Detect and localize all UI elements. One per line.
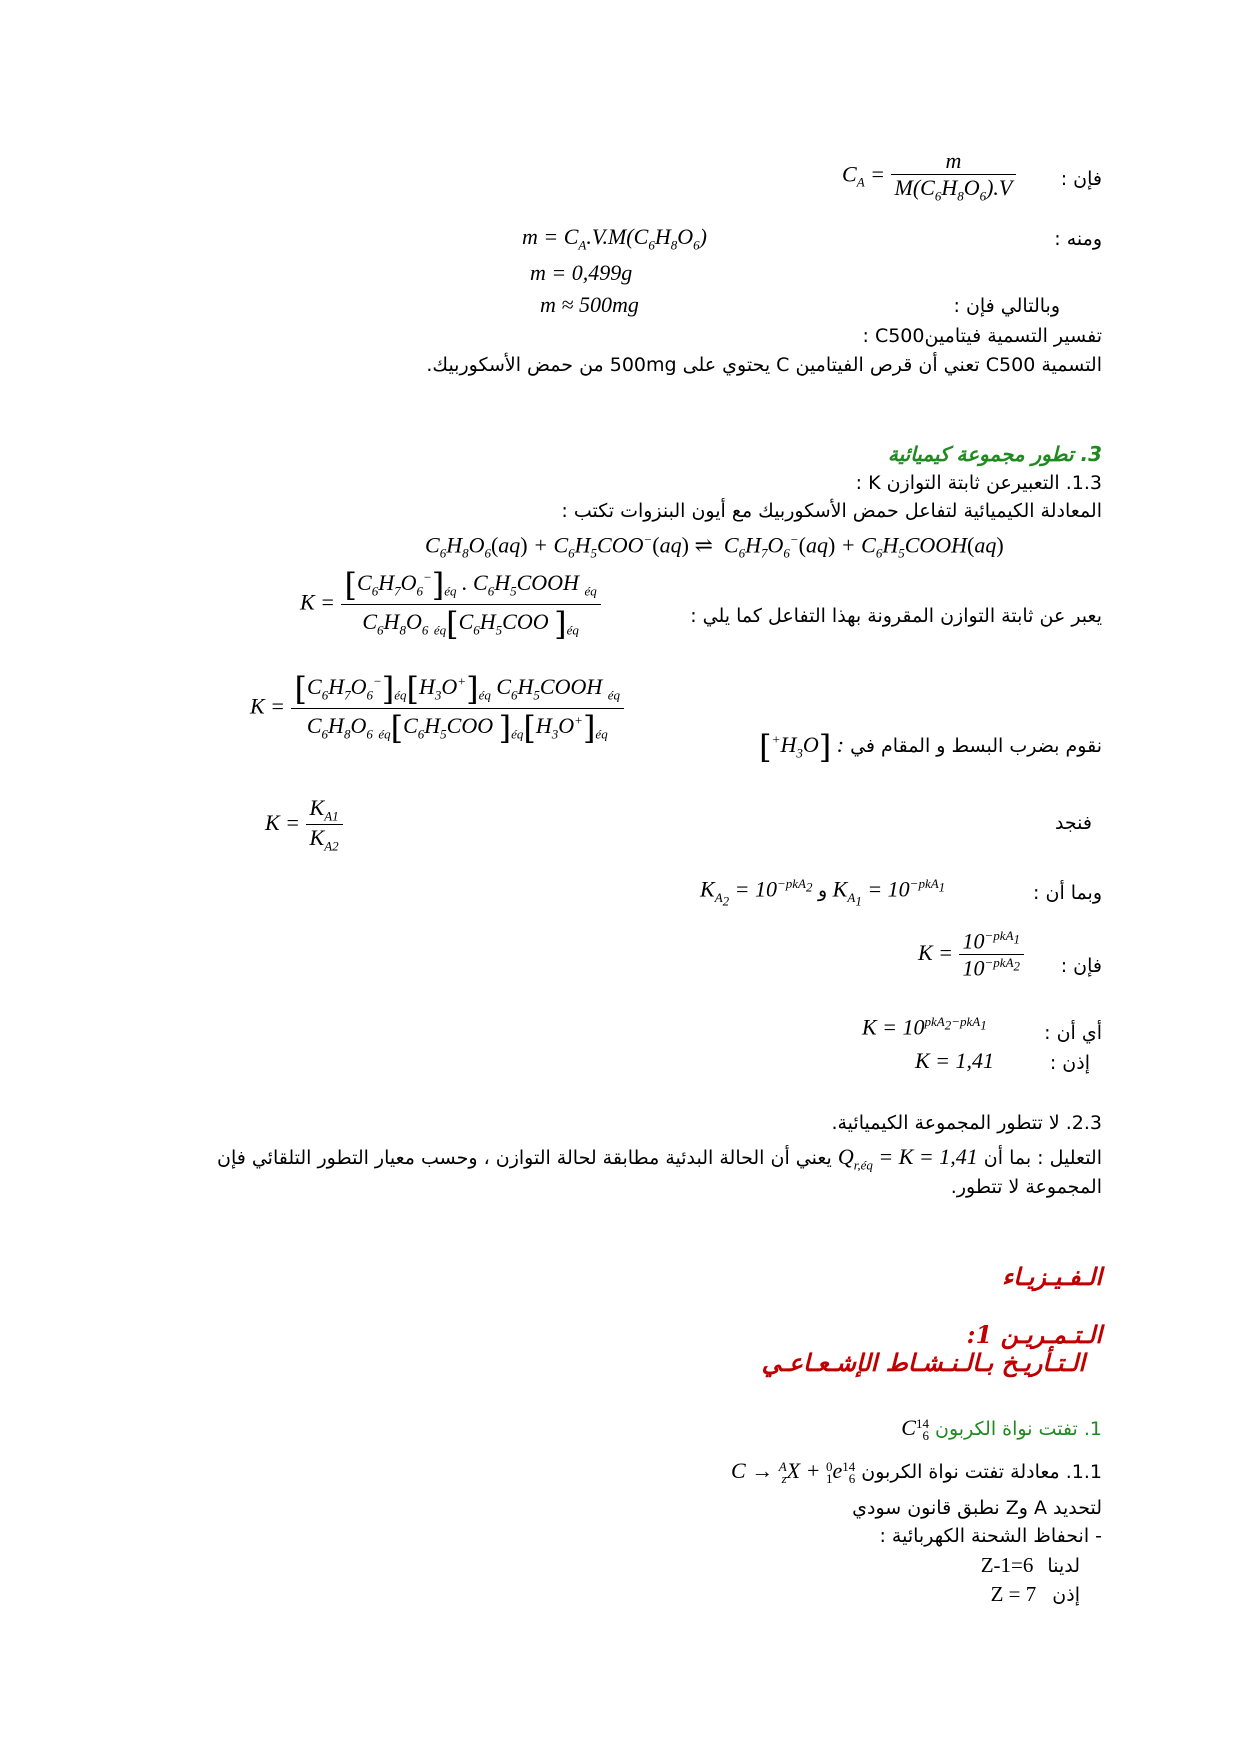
reason-line xyxy=(217,1144,1102,1173)
we-have-text: لدينا xyxy=(1047,1555,1080,1577)
q-value: = K = 1,41 xyxy=(878,1144,978,1169)
and-text: و xyxy=(817,879,828,902)
label-wa-bittali: وبالتالي فإن : xyxy=(953,295,1060,317)
physics-title: الـفـيـزيـاء xyxy=(1001,1262,1102,1291)
q1-line xyxy=(901,1415,1102,1442)
q-formula: $Q_{r,éq} = K = 1,41$ xyxy=(837,1144,978,1173)
z-line xyxy=(991,1582,1080,1607)
since-text: وبما أن : xyxy=(1033,882,1102,904)
q11-text: 1.1. معادلة تفتت نواة الكربون xyxy=(861,1461,1102,1483)
formula-m-approx: m ≈ 500mg xyxy=(540,292,639,317)
q11-line xyxy=(731,1458,1102,1485)
q1-text: 1. تفتت نواة الكربون xyxy=(935,1418,1102,1440)
carbon14-symbol: 14 6 C xyxy=(901,1415,929,1443)
k-expression-1: K = $\frac{[C_6H_7O_6^-]_{éq} . C_6H_5COOH _{éq}}{C_6H_8O_6 _{éq}[C_6H_5COO ]_{éq}}$ xyxy=(300,566,601,643)
idhan-text: إذن : xyxy=(1049,1052,1090,1074)
k-expression-2: K = $\frac{[C_6H_7O_6^-]_{éq}[H_3O^+]_{éq} C_6H_5COOH _{éq}}{C_6H_8O_6 _{éq}[C_6H_5COO ]_{éq}[H_3O^+]_{éq}}$ xyxy=(250,670,624,747)
reason-3: المجموعة لا تتطور. xyxy=(950,1176,1102,1198)
tafsir-code: C500 : xyxy=(862,325,925,347)
idhan-phys: إذن xyxy=(1052,1584,1080,1606)
we-have-line xyxy=(981,1553,1080,1578)
eq-intro-line: المعادلة الكيميائية لتفاعل حمض الأسكوربيك مع أيون البنزوات تكتب : xyxy=(561,500,1102,522)
k-ratio: K = $\frac{K_{A1}}{K_{A2}}$ xyxy=(265,795,343,855)
fa-inna-2: فإن : xyxy=(1060,955,1102,977)
conservation-line: - انحفاظ الشحنة الكهربائية : xyxy=(879,1525,1102,1547)
formula-ca: $C_A$ = $\frac{m}{M(C_6H_8O_6).V}$ xyxy=(842,148,1016,204)
ka-definitions: $K_{A_2} = 10^{-pkA_2}$ و $K_{A_1} = 10^{-pkA_1}$ xyxy=(700,876,946,909)
tasmiya-line: التسمية C500 تعني أن قرص الفيتامين C يحتوي على 500mg من حمض الأسكوربيك. xyxy=(426,354,1102,376)
formula-m-value: m = 0,499g xyxy=(530,260,633,285)
decay-equation: 14 6 C → A z X + 0 1 e xyxy=(731,1458,856,1486)
we-find-text: فنجد xyxy=(1054,812,1092,834)
label-fa-inna-1: فإن : xyxy=(1060,168,1102,190)
q31-line: 1.3. التعبيرعن ثابتة التوازن K : xyxy=(855,472,1102,494)
tafsir-text: تفسير التسمية فيتامين xyxy=(924,325,1102,347)
tafsir-line xyxy=(862,325,1102,347)
multiply-line xyxy=(759,728,1102,766)
q32-line: 2.3. لا تتطور المجموعة الكيميائية. xyxy=(831,1112,1102,1134)
reason-1: التعليل : بما أن xyxy=(983,1147,1102,1169)
multiply-text: نقوم بضرب البسط و المقام في xyxy=(850,735,1102,758)
exercise-title: الـتـمـريـن 1: xyxy=(966,1320,1102,1349)
k-expr-text: يعبر عن ثابتة التوازن المقرونة بهذا التفاعل كما يلي : xyxy=(690,605,1102,627)
determine-line: لتحديد A وZ نطبق قانون سودي xyxy=(852,1497,1102,1519)
formula-m: $m = C_A.V.M(C_6H_8O_6)$ xyxy=(522,224,707,253)
reason-2: يعني أن الحالة البدئية مطابقة لحالة التوازن ، وحسب معيار التطور التلقائي فإن xyxy=(216,1147,832,1169)
ay-anna-text: أي أن : xyxy=(1044,1022,1102,1044)
reaction-equation: $C_6H_8O_6(aq) + C_6H_5COO^-(aq)$ ⇌ $C_6H_7O_6^-(aq)$ + $C_6H_5COOH(aq)$ xyxy=(425,532,1004,561)
h3o-factor: : $[H_3O^+]$ xyxy=(759,728,845,766)
k-pow-ratio: K = $\frac{10^{-pkA_1}}{10^{-pkA_2}}$ xyxy=(918,928,1024,982)
section3-title: 3. تطور مجموعة كيميائية xyxy=(887,442,1102,466)
exercise-subtitle: الـتـأريـخ بـالـنـشـاط الإشـعـاعـي xyxy=(761,1348,1085,1377)
label-wa-minhu: ومنه : xyxy=(1054,228,1102,250)
k-pow: $K = 10^{pkA_2-pkA_1}$ xyxy=(862,1014,987,1040)
k-value: K = 1,41 xyxy=(915,1048,995,1073)
z-value: Z = 7 xyxy=(990,1582,1037,1606)
eq-z: 6=Z-1 xyxy=(980,1553,1034,1577)
since-line xyxy=(1033,882,1102,904)
